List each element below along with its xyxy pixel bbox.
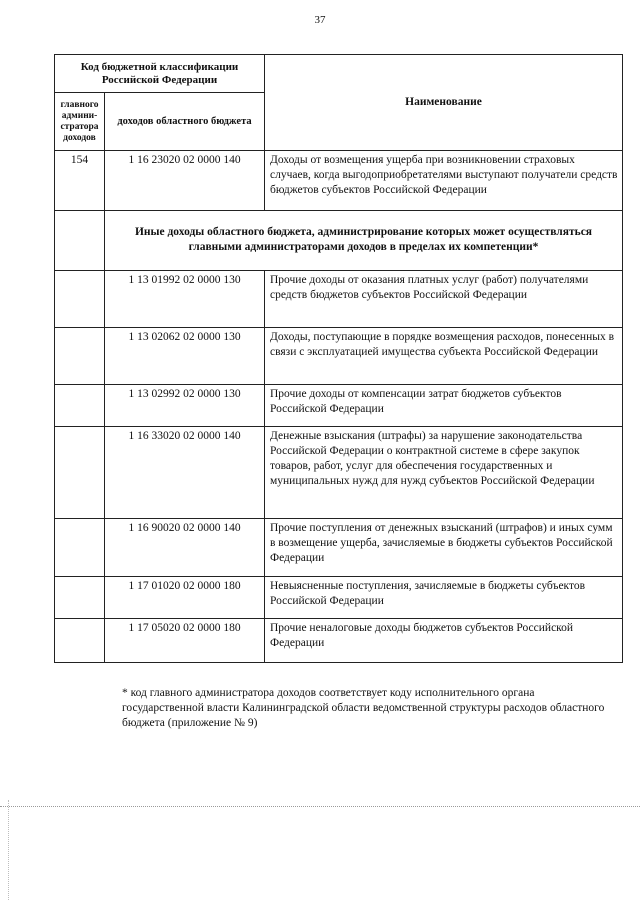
header-main-administrator: главного админи-стратора доходов <box>55 93 105 151</box>
header-regional-budget-income: доходов областного бюджета <box>105 93 265 151</box>
table-row <box>55 271 623 328</box>
header-name: Наименование <box>265 55 623 151</box>
scan-artifact-margin <box>8 800 10 900</box>
footnote: * код главного администратора доходов соответствует коду исполнительного органа государственной власти Калининградской области ведомственной структуры расходов областного бюджета (приложение № 9) <box>122 687 605 729</box>
cell-income-code: 1 13 02992 02 0000 130 <box>105 385 265 427</box>
cell-income-name: Прочие неналоговые доходы бюджетов субъектов Российской Федерации <box>265 619 623 663</box>
cell-admin-code <box>55 271 105 328</box>
cell-income-name: Доходы от возмещения ущерба при возникновении страховых случаев, когда выгодоприобретателями выступают получатели средств бюджетов субъектов Российской Федерации <box>265 151 623 211</box>
section-row <box>55 211 623 271</box>
cell-income-code: 1 16 33020 02 0000 140 <box>105 427 265 519</box>
cell-income-code: 1 13 01992 02 0000 130 <box>105 271 265 328</box>
cell-admin-code <box>55 619 105 663</box>
table-row <box>55 385 623 427</box>
cell-empty <box>55 211 105 271</box>
cell-income-name: Прочие доходы от компенсации затрат бюджетов субъектов Российской Федерации <box>265 385 623 427</box>
header-classification-code: Код бюджетной классификации Российской Федерации <box>55 55 265 93</box>
cell-income-name: Денежные взыскания (штрафы) за нарушение законодательства Российской Федерации о контрактной системе в сфере закупок товаров, работ, услуг для обеспечения государственных и муниципальных нужд для нужд субъектов Российской Федерации <box>265 427 623 519</box>
cell-admin-code <box>55 328 105 385</box>
cell-income-code: 1 13 02062 02 0000 130 <box>105 328 265 385</box>
section-title: Иные доходы областного бюджета, администрирование которых может осуществляться главными администраторами доходов в пределах их компетенции* <box>105 211 623 271</box>
cell-admin-code <box>55 519 105 577</box>
table-row <box>55 427 623 519</box>
table-row <box>55 519 623 577</box>
cell-admin-code <box>55 385 105 427</box>
cell-income-code: 1 16 90020 02 0000 140 <box>105 519 265 577</box>
cell-income-name: Прочие поступления от денежных взысканий (штрафов) и иных сумм в возмещение ущерба, зачисляемые в бюджеты субъектов Российской Федерации <box>265 519 623 577</box>
table-row <box>55 577 623 619</box>
cell-admin-code <box>55 577 105 619</box>
cell-income-code: 1 16 23020 02 0000 140 <box>105 151 265 211</box>
cell-income-name: Доходы, поступающие в порядке возмещения расходов, понесенных в связи с эксплуатацией имущества субъекта Российской Федерации <box>265 328 623 385</box>
table-row <box>55 328 623 385</box>
table-row <box>55 151 623 211</box>
cell-income-name: Прочие доходы от оказания платных услуг (работ) получателями средств бюджетов субъектов Российской Федерации <box>265 271 623 328</box>
cell-income-name: Невыясненные поступления, зачисляемые в бюджеты субъектов Российской Федерации <box>265 577 623 619</box>
budget-classification-table <box>54 54 623 663</box>
page-number: 37 <box>314 14 326 26</box>
cell-admin-code <box>55 427 105 519</box>
table-row <box>55 619 623 663</box>
cell-income-code: 1 17 05020 02 0000 180 <box>105 619 265 663</box>
cell-income-code: 1 17 01020 02 0000 180 <box>105 577 265 619</box>
cell-admin-code: 154 <box>55 151 105 211</box>
scan-artifact-divider <box>0 806 640 808</box>
table-body-top <box>55 151 623 663</box>
